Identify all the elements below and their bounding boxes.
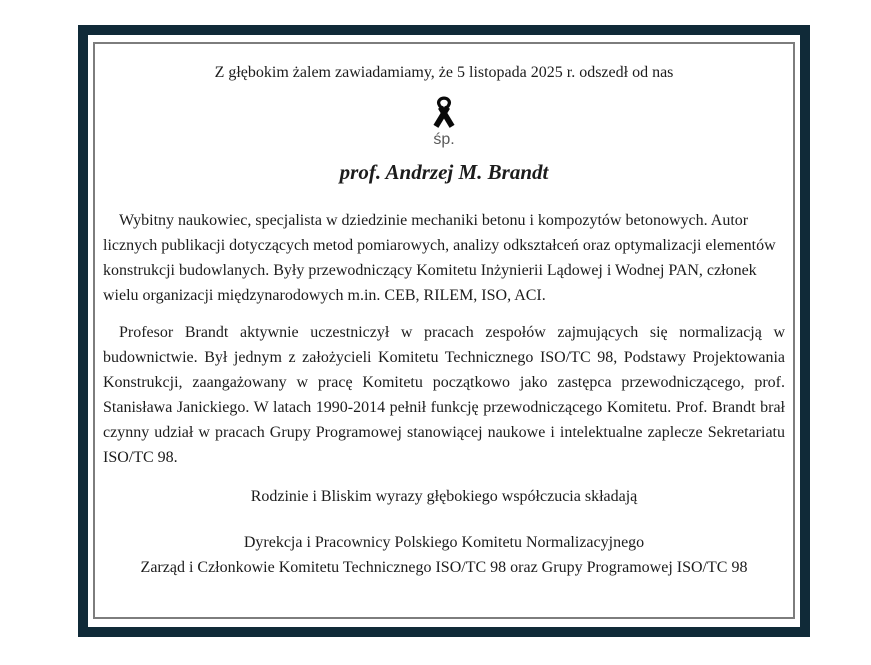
obituary-frame — [78, 25, 810, 637]
obituary-inner-border — [93, 42, 795, 619]
signatory-line: Dyrekcja i Pracownicy Polskiego Komitetu Normalizacyjnego — [243, 534, 645, 551]
condolence-line: Rodzinie i Bliskim wyrazy głębokiego współczucia składają — [250, 488, 638, 505]
mourning-ribbon-icon — [103, 96, 785, 130]
signatory-line: Zarząd i Członkowie Komitetu Technicznego ISO/TC 98 oraz Grupy Programowej ISO/TC 98 — [140, 559, 748, 576]
obituary-content — [95, 44, 793, 580]
signatories — [103, 530, 785, 580]
intro-line: Z głębokim żalem zawiadamiamy, że 5 listopada 2025 r. odszedł od nas — [214, 64, 674, 81]
deceased-name: prof. Andrzej M. Brandt — [339, 160, 549, 184]
sp-abbreviation: śp. — [433, 131, 455, 148]
bio-paragraph: Wybitny naukowiec, specjalista w dziedzinie mechaniki betonu i kompozytów betonowych. Autor licznych publikacji dotyczących metod pomiarowych, analizy odkształceń oraz optymalizacji elementów konstrukcji budowlanych. Były przewodniczący Komitetu Inżynierii Lądowej i Wodnej PAN, członek wielu organizacji międzynarodowych m.in. CEB, RILEM, ISO, ACI. — [103, 212, 776, 304]
standards-work-paragraph: Profesor Brandt aktywnie uczestniczył w pracach zespołów zajmujących się normalizacją w budownictwie. Był jednym z założycieli Komitetu Technicznego ISO/TC 98, Podstawy Projektowania Konstrukcji, zaangażowany w pracę Komitetu początkowo jako zastępca przewodniczącego, prof. Stanisława Janickiego. W latach 1990-2014 pełnił funkcję przewodniczącego Komitetu. Prof. Brandt brał czynny udział w pracach Grupy Programowej stanowiącej naukowe i intelektualne zaplecze Sekretariatu ISO/TC 98. — [103, 324, 785, 466]
